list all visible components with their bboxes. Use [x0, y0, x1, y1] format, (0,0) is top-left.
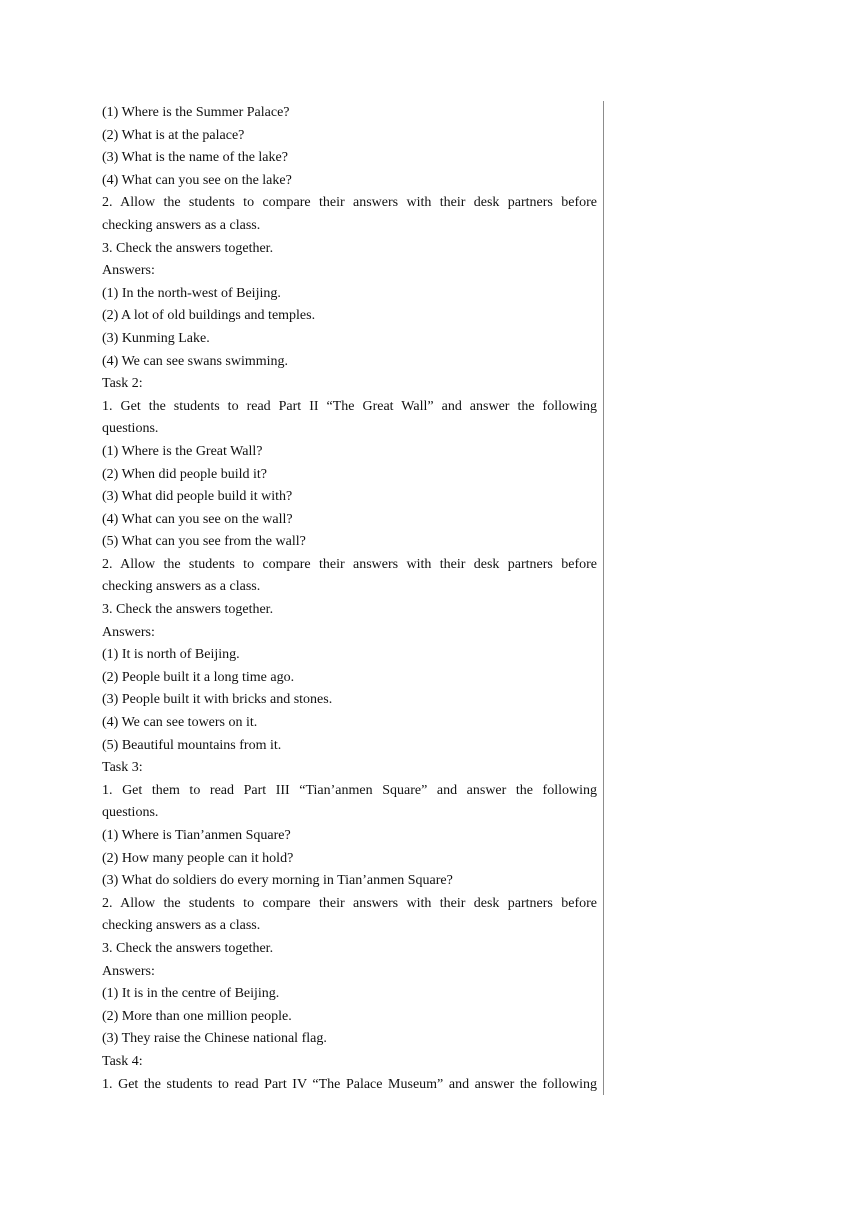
text-line: (2) How many people can it hold?: [102, 850, 294, 866]
text-line: (1) It is in the centre of Beijing.: [102, 986, 280, 1002]
text-line: checking answers as a class.: [102, 217, 261, 233]
text-line: Task 4:: [102, 1053, 143, 1069]
text-line: checking answers as a class.: [102, 918, 261, 934]
text-line: (4) What can you see on the lake?: [102, 172, 292, 188]
text-line: (3) What do soldiers do every morning in Tian’anmen Square?: [102, 873, 453, 889]
text-line: 1. Get them to read Part III “Tian’anmen Square” and answer the following: [102, 782, 597, 798]
text-line: questions.: [102, 805, 159, 821]
text-line: Answers:: [102, 624, 155, 640]
text-line: 1. Get the students to read Part II “The Great Wall” and answer the following: [102, 398, 597, 414]
text-line: 2. Allow the students to compare their answers with their desk partners before: [102, 556, 597, 572]
text-line: Answers:: [102, 963, 155, 979]
text-line: (2) People built it a long time ago.: [102, 669, 295, 685]
text-line: 1. Get the students to read Part IV “The Palace Museum” and answer the following: [102, 1076, 597, 1092]
text-line: (1) In the north-west of Beijing.: [102, 285, 281, 301]
text-line: Task 3:: [102, 760, 143, 776]
text-line: 2. Allow the students to compare their answers with their desk partners before: [102, 195, 597, 211]
text-line: (3) What did people build it with?: [102, 489, 293, 505]
text-line: 3. Check the answers together.: [102, 940, 274, 956]
text-line: (5) What can you see from the wall?: [102, 534, 306, 550]
text-line: (3) They raise the Chinese national flag.: [102, 1031, 327, 1047]
text-line: (1) It is north of Beijing.: [102, 647, 240, 663]
text-line: (2) What is at the palace?: [102, 127, 245, 143]
text-line: (5) Beautiful mountains from it.: [102, 737, 282, 753]
text-line: (3) What is the name of the lake?: [102, 150, 288, 166]
lesson-text: [102, 102, 597, 1096]
text-line: Task 2:: [102, 376, 143, 392]
text-line: (4) We can see towers on it.: [102, 715, 258, 731]
text-line: 3. Check the answers together.: [102, 240, 274, 256]
text-line: questions.: [102, 421, 159, 437]
text-line: Answers:: [102, 263, 155, 279]
text-line: (3) Kunming Lake.: [102, 330, 210, 346]
text-line: checking answers as a class.: [102, 579, 261, 595]
text-line: (3) People built it with bricks and stones.: [102, 692, 333, 708]
text-line: (1) Where is the Great Wall?: [102, 443, 263, 459]
text-line: (4) We can see swans swimming.: [102, 353, 289, 369]
table-cell: [96, 101, 604, 1095]
text-line: (1) Where is the Summer Palace?: [102, 105, 290, 120]
text-line: 3. Check the answers together.: [102, 602, 274, 618]
text-line: (2) More than one million people.: [102, 1008, 292, 1024]
text-line: (1) Where is Tian’anmen Square?: [102, 828, 291, 843]
text-line: (2) A lot of old buildings and temples.: [102, 308, 316, 324]
text-line: (2) When did people build it?: [102, 466, 267, 482]
text-line: 2. Allow the students to compare their answers with their desk partners before: [102, 895, 597, 911]
text-line: (4) What can you see on the wall?: [102, 511, 293, 527]
